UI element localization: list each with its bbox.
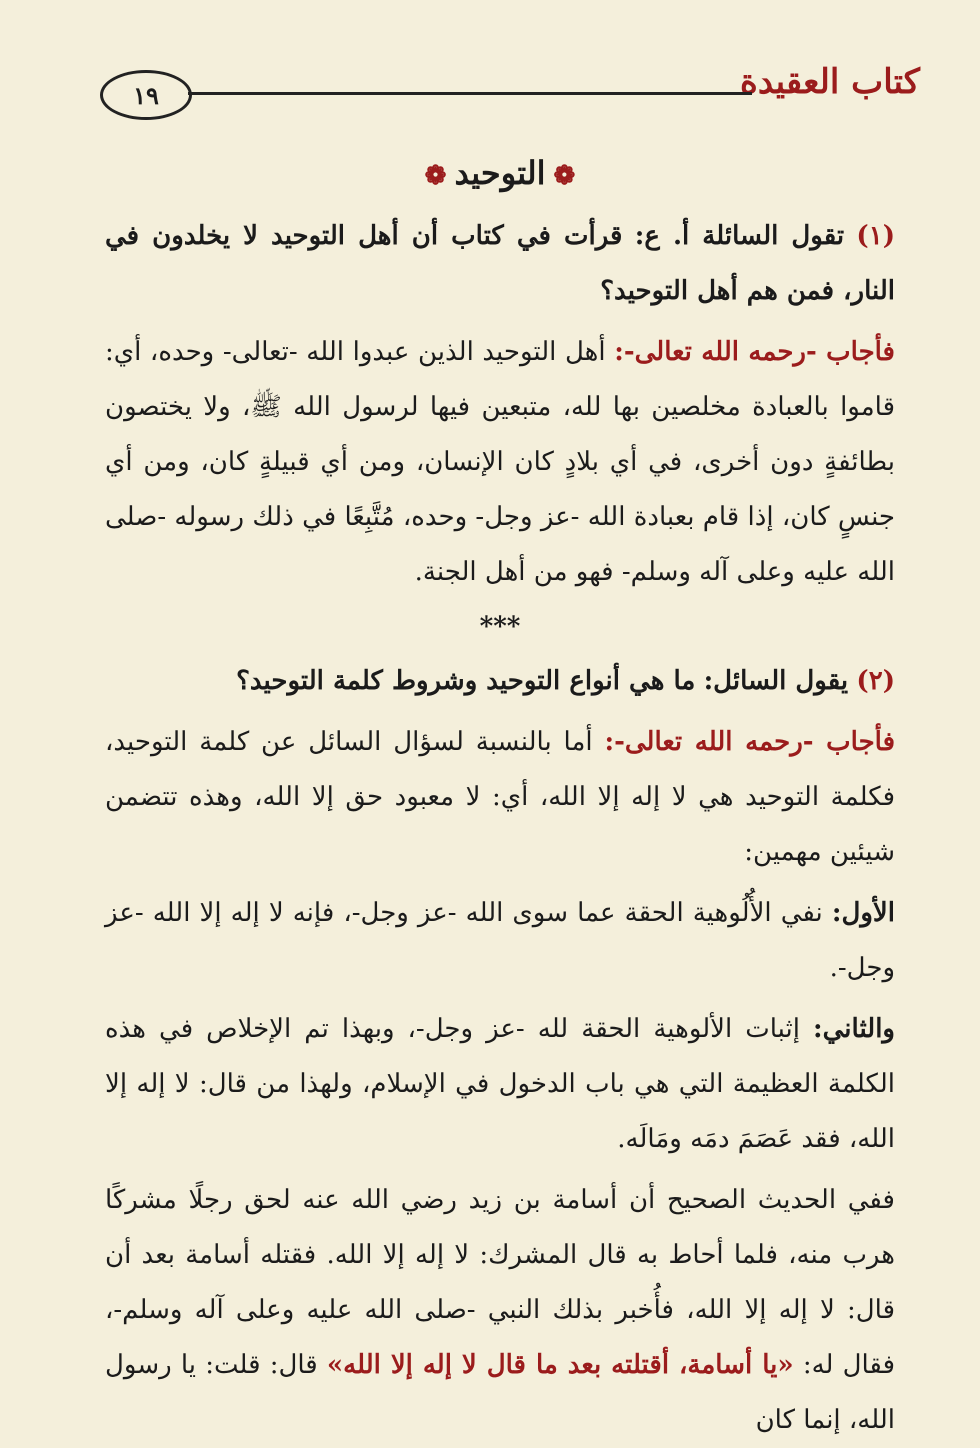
answer-1 — [105, 325, 895, 600]
answer-text: أهل التوحيد الذين عبدوا الله -تعالى- وحده، أي: قاموا بالعبادة مخلصين بها لله، متبعين فيها لرسول الله ﷺ، ولا يختصون بطائفةٍ دون أخرى، في أي بلادٍ كان الإنسان، ومن أي قبيلةٍ كان، ومن أي جنسٍ كان، إذا قام بعبادة الله -عز وجل- وحده، مُتَّبِعًا في ذلك رسوله -صلى الله عليه وعلى آله وسلم- فهو من أهل الجنة. — [105, 337, 895, 587]
page-number: ١٩ — [100, 70, 192, 120]
answer-lead: فأجاب -رحمه الله تعالى-: — [614, 337, 895, 367]
flower-ornament-icon: ❁ — [553, 161, 576, 191]
section-heading — [105, 140, 895, 209]
answer-2 — [105, 715, 895, 880]
question-asker: يقول السائل: — [703, 666, 849, 696]
paragraph-first — [105, 886, 895, 996]
page-header — [100, 50, 920, 130]
header-rule — [188, 92, 752, 95]
paragraph-label: الأول: — [831, 898, 895, 928]
answer-text: أما بالنسبة لسؤال السائل عن كلمة التوحيد، فكلمة التوحيد هي لا إله إلا الله، أي: لا معبود حق إلا الله، وهذه تتضمن شيئين مهمين: — [105, 727, 895, 867]
section-title: التوحيد — [454, 154, 546, 192]
section-separator: *** — [479, 612, 521, 642]
question-text: ما هي أنواع التوحيد وشروط كلمة التوحيد؟ — [236, 666, 696, 696]
question-number: (٢) — [856, 666, 895, 696]
answer-lead: فأجاب -رحمه الله تعالى-: — [604, 727, 896, 757]
question-asker: تقول السائلة أ. ع: — [634, 221, 845, 251]
paragraph-hadith — [105, 1173, 895, 1448]
flower-ornament-icon: ❁ — [424, 161, 447, 191]
page-body — [105, 140, 895, 1448]
paragraph-text: نفي الأُلُوهية الحقة عما سوى الله -عز وجل-، فإنه لا إله إلا الله -عز وجل-. — [105, 898, 895, 983]
question-text: قرأت في كتاب أن أهل التوحيد لا يخلدون في النار، فمن هم أهل التوحيد؟ — [105, 221, 895, 306]
paragraph-label: والثاني: — [813, 1014, 895, 1044]
paragraph-text: إثبات الألوهية الحقة لله -عز وجل-، وبهذا تم الإخلاص في هذه الكلمة العظيمة التي هي باب الدخول في الإسلام، ولهذا من قال: لا إله إلا الله، فقد عَصَمَ دمَه ومَالَه. — [105, 1014, 895, 1154]
question-2 — [105, 654, 895, 709]
running-title: كتاب العقيدة — [740, 62, 920, 102]
question-number: (١) — [856, 221, 895, 251]
paragraph-text: ففي الحديث الصحيح أن أسامة بن زيد رضي الله عنه لحق رجلًا مشركًا هرب منه، فلما أحاط به قال المشرك: لا إله إلا الله. فقتله أسامة بعد أن قال: لا إله إلا الله، فأُخبر بذلك النبي -صلى الله عليه وعلى آله وسلم-، فقال له: — [105, 1185, 896, 1380]
paragraph-second — [105, 1002, 895, 1167]
hadith-quote: «يا أسامة، أقتلته بعد ما قال لا إله إلا الله» — [326, 1350, 794, 1380]
question-1 — [105, 209, 895, 319]
paragraph-continuation: قال: قلت: يا رسول الله، إنما كان — [105, 1350, 895, 1435]
